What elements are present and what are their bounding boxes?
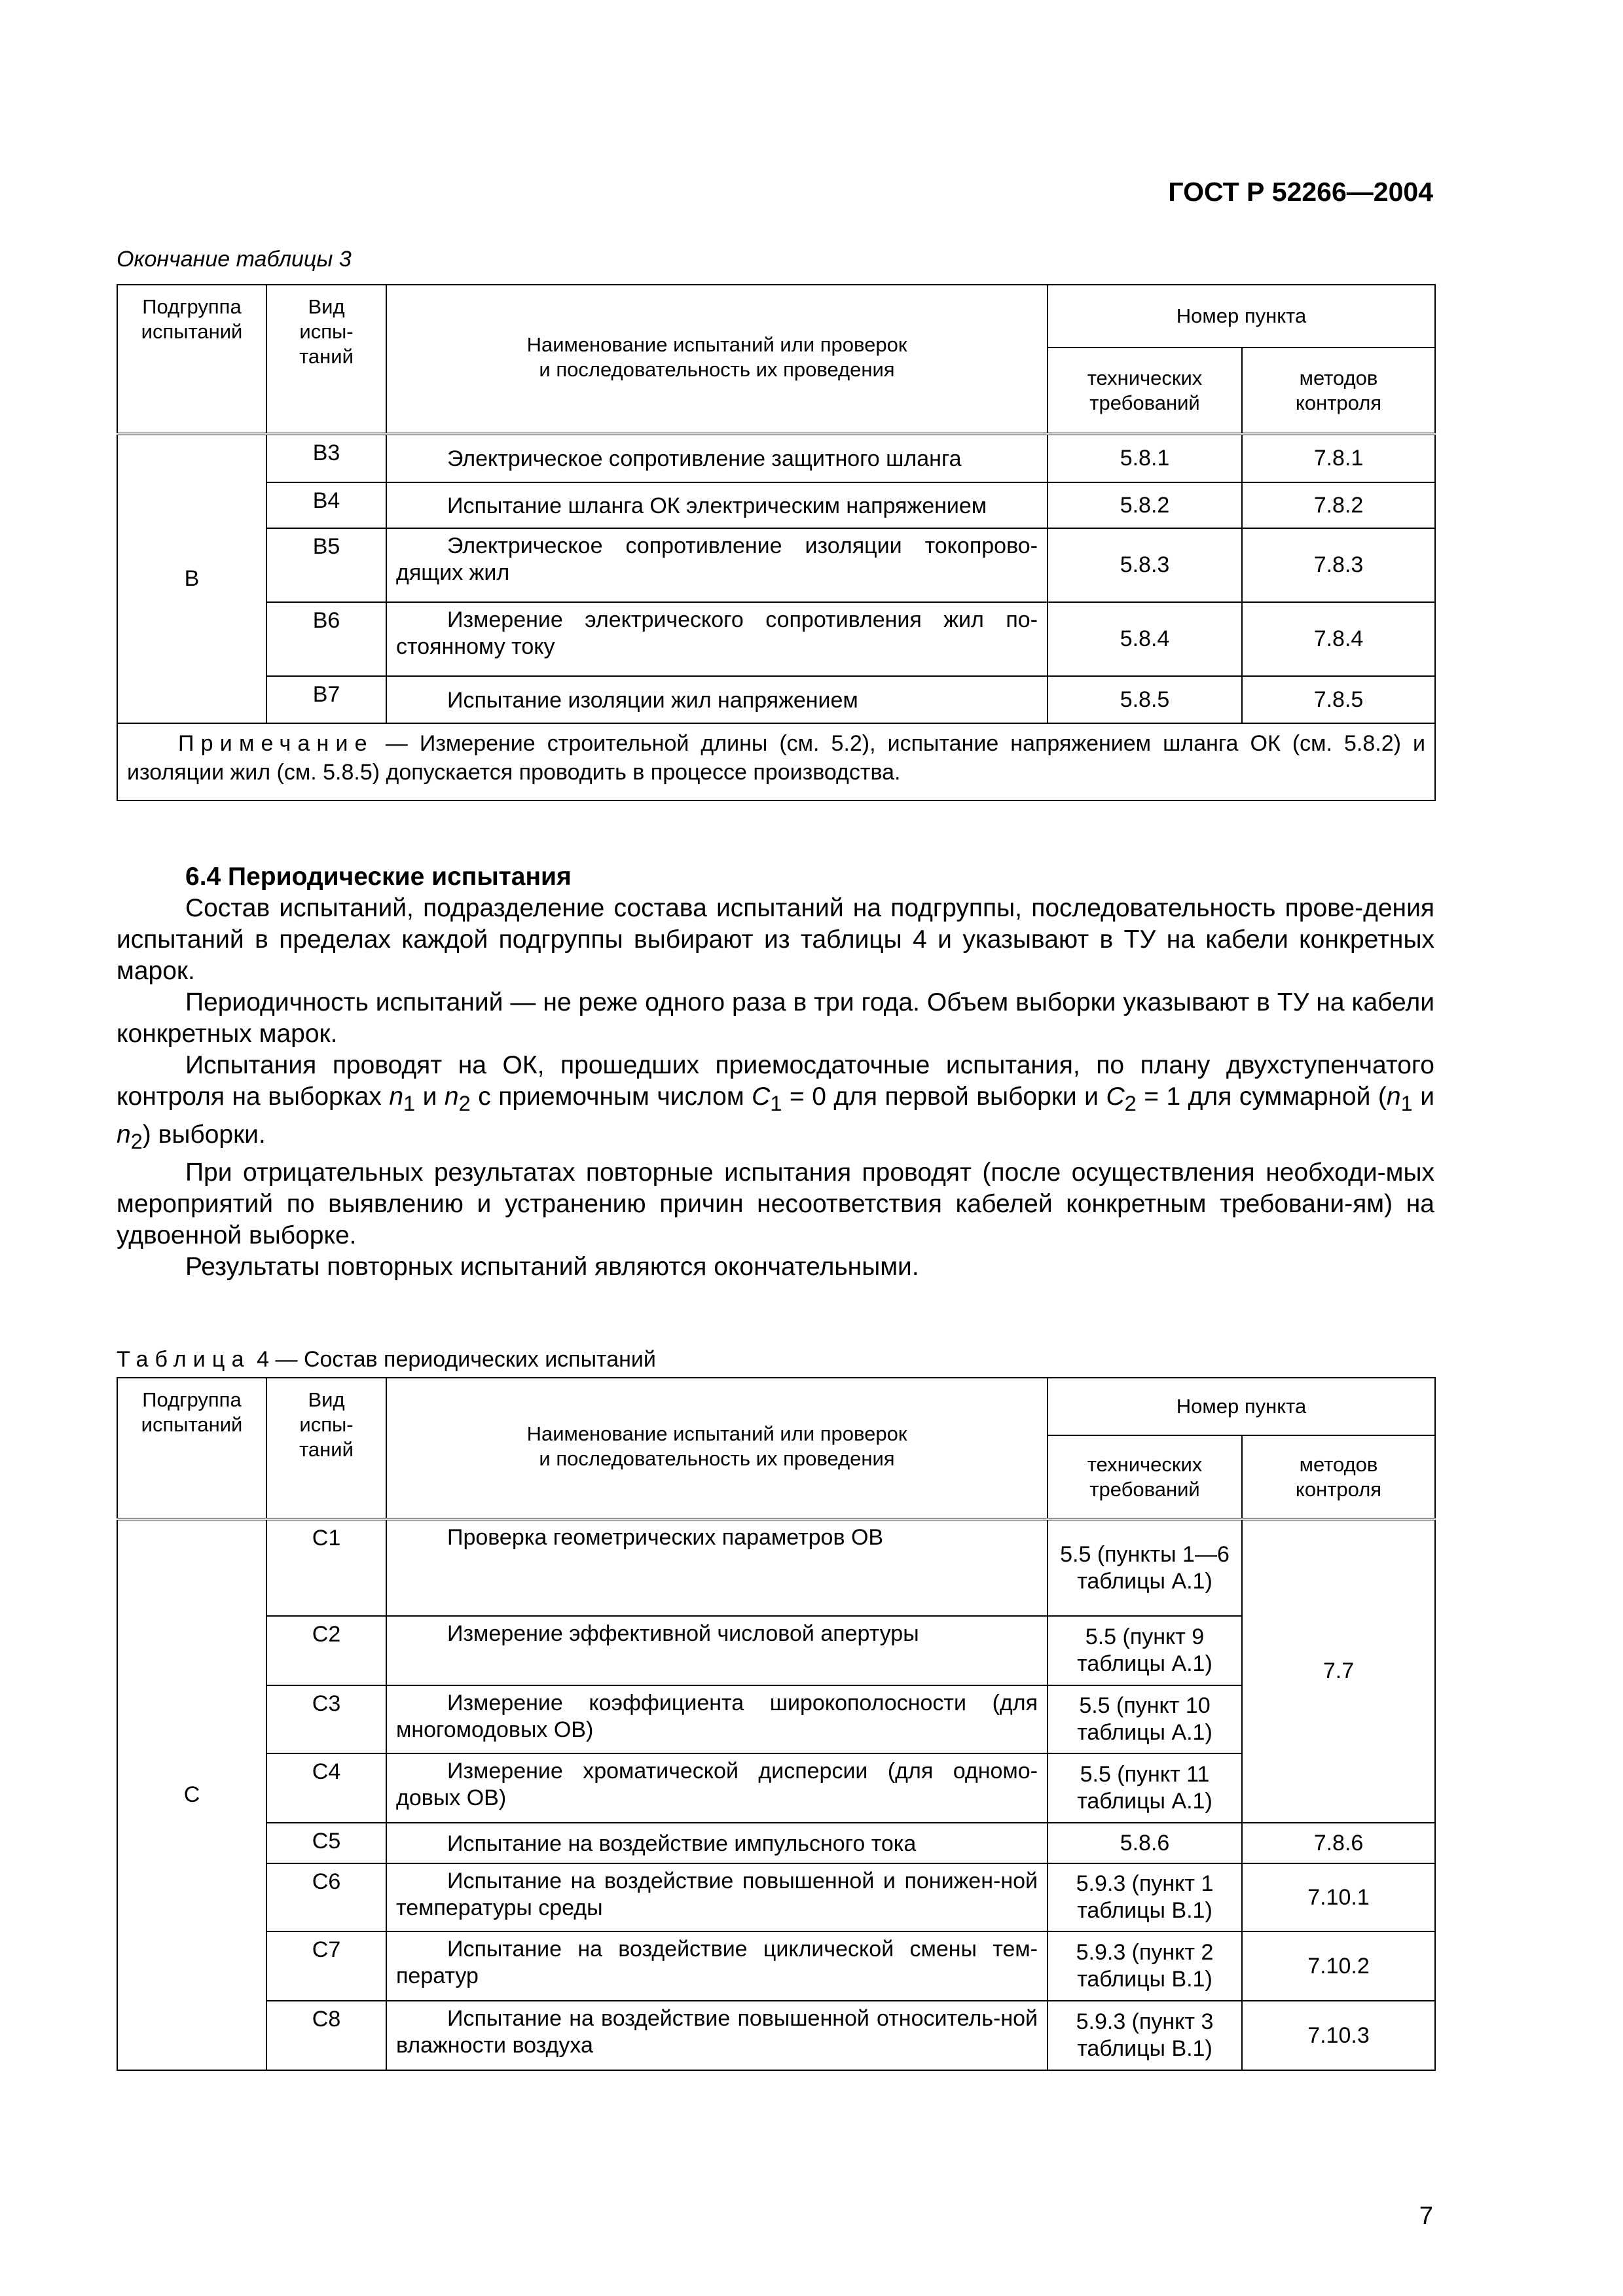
- tech-clause: 5.5 (пункт 9 таблицы А.1): [1048, 1616, 1242, 1685]
- test-code: С1: [266, 1519, 386, 1616]
- header-technical-requirements: технических требований: [1048, 1435, 1242, 1519]
- subgroup-cell: С: [117, 1519, 266, 2070]
- header-technical-requirements: технических требований: [1048, 348, 1242, 434]
- section-6-4: [117, 861, 1434, 1283]
- subgroup-cell: В: [117, 434, 266, 723]
- paragraph: Периодичность испытаний — не реже одного раза в три года. Объем выборки указывают в ТУ на кабели конкретных марок.: [117, 988, 1434, 1048]
- test-code: С3: [266, 1685, 386, 1753]
- test-name: Электрическое сопротивление защитного шланга: [386, 434, 1048, 482]
- section-title: 6.4 Периодические испытания: [185, 863, 572, 891]
- header-test-name: Наименование испытаний или проверок и последовательность их проведения: [386, 285, 1048, 434]
- test-name: Измерение эффективной числовой апертуры: [386, 1616, 1048, 1685]
- header-clause-number: Номер пункта: [1048, 1378, 1435, 1435]
- header-subgroup: Подгруппа испытаний: [117, 285, 266, 434]
- table3: [117, 284, 1436, 801]
- tech-clause: 5.8.6: [1048, 1823, 1242, 1863]
- test-name: Испытание на воздействие повышенной относитель-ной влажности воздуха: [386, 2001, 1048, 2070]
- table3-caption: Окончание таблицы 3: [117, 247, 352, 272]
- tech-clause: 5.5 (пункт 10 таблицы А.1): [1048, 1685, 1242, 1753]
- table4: [117, 1377, 1436, 2071]
- page-number: 7: [1419, 2202, 1433, 2230]
- header-test-type: Вид испы- таний: [266, 1378, 386, 1519]
- test-code: В3: [266, 434, 386, 482]
- table-row: [117, 1931, 1435, 2001]
- tech-clause: 5.5 (пункт 11 таблицы А.1): [1048, 1753, 1242, 1823]
- paragraph: При отрицательных результатах повторные испытания проводят (после осуществления необходи-мых мероприятий по выявлению и устранению причин несоответствия кабелей конкретным требовани-ям) на удвоенной выборке.: [117, 1158, 1434, 1249]
- header-control-methods: методов контроля: [1242, 1435, 1435, 1519]
- test-code: В5: [266, 528, 386, 602]
- test-name: Испытание шланга ОК электрическим напряжением: [386, 482, 1048, 528]
- header-subgroup: Подгруппа испытаний: [117, 1378, 266, 1519]
- test-code: В6: [266, 602, 386, 676]
- table-row: [117, 602, 1435, 676]
- tech-clause: 5.8.1: [1048, 434, 1242, 482]
- table-row: [117, 1863, 1435, 1931]
- tech-clause: 5.8.4: [1048, 602, 1242, 676]
- test-name: Измерение хроматической дисперсии (для одномо-довых ОВ): [386, 1753, 1048, 1823]
- header-test-type: Вид испы- таний: [266, 285, 386, 434]
- test-code: С6: [266, 1863, 386, 1931]
- table-row: [117, 528, 1435, 602]
- header-clause-number: Номер пункта: [1048, 285, 1435, 348]
- table-row: [117, 676, 1435, 723]
- method-clause: 7.7: [1242, 1519, 1435, 1823]
- test-code: С8: [266, 2001, 386, 2070]
- tech-clause: 5.9.3 (пункт 2 таблицы В.1): [1048, 1931, 1242, 2001]
- tech-clause: 5.5 (пункты 1—6 таблицы А.1): [1048, 1519, 1242, 1616]
- test-name: Испытание изоляции жил напряжением: [386, 676, 1048, 723]
- method-clause: 7.8.2: [1242, 482, 1435, 528]
- table-row: [117, 2001, 1435, 2070]
- document-code: ГОСТ Р 52266—2004: [1168, 177, 1433, 207]
- test-name: Измерение коэффициента широкополосности (для многомодовых ОВ): [386, 1685, 1048, 1753]
- method-clause: 7.8.1: [1242, 434, 1435, 482]
- tech-clause: 5.9.3 (пункт 1 таблицы В.1): [1048, 1863, 1242, 1931]
- test-code: В7: [266, 676, 386, 723]
- method-clause: 7.8.6: [1242, 1823, 1435, 1863]
- test-name: Измерение электрического сопротивления жил по-стоянному току: [386, 602, 1048, 676]
- paragraph: Результаты повторных испытаний являются окончательными.: [185, 1252, 919, 1281]
- table-row: [117, 1519, 1435, 1616]
- note-label: Примечание: [178, 731, 374, 756]
- table-row: [117, 1685, 1435, 1753]
- test-name: Проверка геометрических параметров ОВ: [386, 1519, 1048, 1616]
- test-code: В4: [266, 482, 386, 528]
- header-test-name: Наименование испытаний или проверок и последовательность их проведения: [386, 1378, 1048, 1519]
- header-control-methods: методов контроля: [1242, 348, 1435, 434]
- table-row: [117, 434, 1435, 482]
- test-name: Испытание на воздействие импульсного тока: [386, 1823, 1048, 1863]
- tech-clause: 5.8.3: [1048, 528, 1242, 602]
- table-row: [117, 482, 1435, 528]
- method-clause: 7.10.2: [1242, 1931, 1435, 2001]
- method-clause: 7.10.3: [1242, 2001, 1435, 2070]
- test-code: С7: [266, 1931, 386, 2001]
- tech-clause: 5.8.5: [1048, 676, 1242, 723]
- test-code: С2: [266, 1616, 386, 1685]
- test-name: Испытание на воздействие повышенной и понижен-ной температуры среды: [386, 1863, 1048, 1931]
- table-row: [117, 1823, 1435, 1863]
- tech-clause: 5.9.3 (пункт 3 таблицы В.1): [1048, 2001, 1242, 2070]
- paragraph: Состав испытаний, подразделение состава испытаний на подгруппы, последовательность прове-дения испытаний в пределах каждой подгруппы выбирают из таблицы 4 и указывают в ТУ на кабели конкретных марок.: [117, 894, 1434, 985]
- test-name: Электрическое сопротивление изоляции токопрово-дящих жил: [386, 528, 1048, 602]
- test-name: Испытание на воздействие циклической смены тем-ператур: [386, 1931, 1048, 2001]
- paragraph: Испытания проводят на ОК, прошедших приемосдаточные испытания, по плану двухступенчатого контроля на выборках $n_1$ и $n_2$ с приемочным числом $C_1 = 0$ для первой выборки и $C_2 = 1$ для суммарной ($n_1$ и $n_2$) выборки.: [117, 1051, 1434, 1153]
- tech-clause: 5.8.2: [1048, 482, 1242, 528]
- note-text: — Измерение строительной длины (см. 5.2), испытание напряжением шланга ОК (см. 5.8.2) и изоляции жил (см. 5.8.5) допускается проводить в процессе производства.: [127, 731, 1426, 785]
- table4-caption: Таблица 4 — Состав периодических испытаний: [117, 1347, 656, 1372]
- table3-note: [117, 723, 1435, 800]
- table-row: [117, 1616, 1435, 1685]
- table-row: [117, 1753, 1435, 1823]
- method-clause: 7.8.4: [1242, 602, 1435, 676]
- method-clause: 7.8.5: [1242, 676, 1435, 723]
- test-code: С5: [266, 1823, 386, 1863]
- method-clause: 7.8.3: [1242, 528, 1435, 602]
- test-code: С4: [266, 1753, 386, 1823]
- method-clause: 7.10.1: [1242, 1863, 1435, 1931]
